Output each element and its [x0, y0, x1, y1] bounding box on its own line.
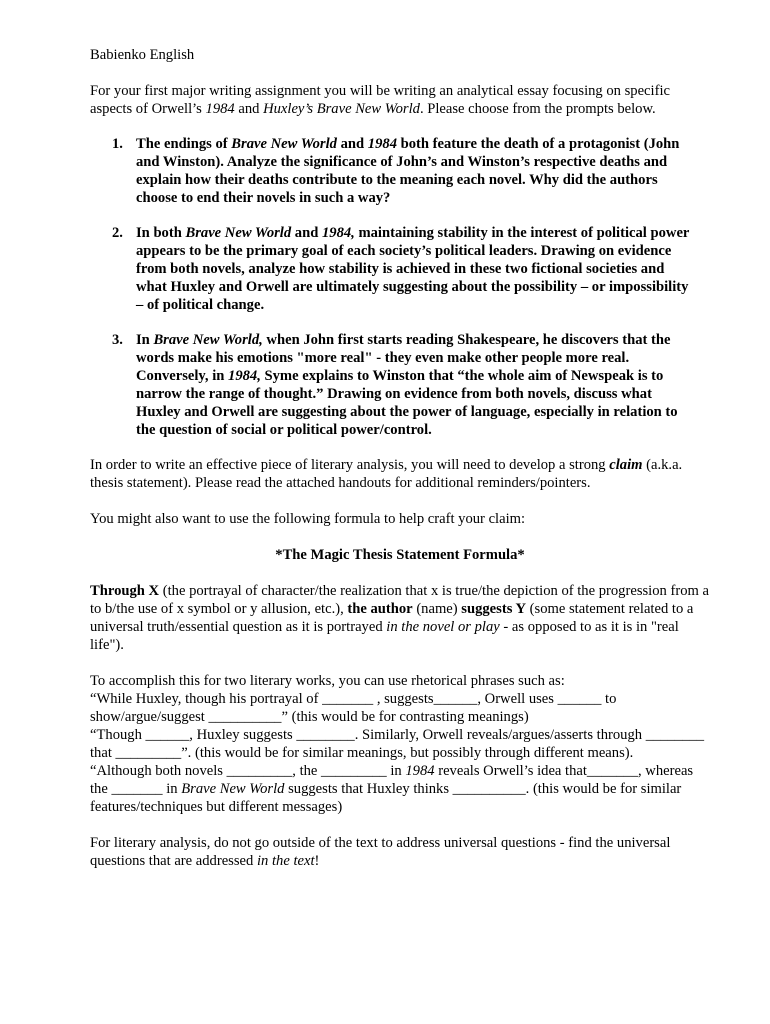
prompt-text: In both [136, 225, 186, 241]
formula-through-x: Through X [90, 583, 160, 599]
formula-intro: You might also want to use the following formula to help craft your claim: [90, 511, 526, 527]
claim-paragraph [90, 456, 710, 492]
phrase-text: reveals Orwell’s idea that_______, whereas the _______ in [90, 763, 694, 797]
phrase-features [90, 762, 710, 816]
prompt-number: 3. [112, 332, 123, 348]
phrase-title-bnw: Brave New World [181, 781, 285, 797]
intro-title-bnw: Huxley’s Brave New World [263, 101, 420, 117]
prompt-title: 1984, [228, 368, 261, 384]
phrase-title-1984: 1984 [405, 763, 435, 779]
formula-text-1: (the portrayal of character/the realization that x is true/the depiction of the progression from a to b/the use of x symbol or y allusion, etc.), [90, 583, 709, 617]
prompt-title: Brave New World [231, 136, 337, 152]
prompt-item-2 [90, 224, 710, 314]
prompt-title: Brave New World [185, 225, 292, 241]
phrase-contrast: “While Huxley, though his portrayal of _______ , suggests______, Orwell uses ______ to show/argue/suggest __________” (this would be for contrasting meanings) [90, 691, 617, 725]
formula-title: *The Magic Thesis Statement Formula* [275, 547, 525, 563]
phrases-paragraph [90, 672, 710, 816]
claim-text-2: (a.k.a. thesis statement). Please read the attached handouts for additional reminders/pointers. [90, 457, 683, 491]
formula-italic-novel: in the novel or play [386, 619, 500, 635]
prompt-text: both feature the death of a protagonist (John and Winston). Analyze the significance of John’s and Winston’s respective deaths and explain how their deaths contribute to the meaning each novel. Why did the authors choose to end their novels in such a way? [136, 136, 680, 206]
formula-text-2: (name) [412, 601, 462, 617]
document-header: Babienko English [90, 47, 195, 63]
closing-text-1: For literary analysis, do not go outside of the text to address universal questions - find the universal questions that are addressed [90, 835, 671, 869]
intro-text-3: . Please choose from the prompts below. [419, 101, 656, 117]
intro-paragraph [90, 82, 710, 118]
prompt-title: Brave New World, [153, 332, 263, 348]
phrase-text: suggests that Huxley thinks __________. (this would be for similar features/techniques but different messages) [90, 781, 682, 815]
prompt-text: when John first starts reading Shakespeare, he discovers that the words make his emotions "more real" - they even make other people more real. Conversely, in [136, 332, 671, 384]
claim-text-1: In order to write an effective piece of literary analysis, you will need to develop a strong [90, 457, 610, 473]
prompt-list [90, 135, 710, 439]
formula-the-author: the author [347, 601, 413, 617]
prompt-text: maintaining stability in the interest of political power appears to be the primary goal of each society’s political leaders. Drawing on evidence from both novels, analyze how stability is achieved in these two fictional societies and what Huxley and Orwell are ultimately suggesting about the possibility – or impossibility – of political change. [136, 225, 690, 313]
formula-paragraph [90, 582, 710, 654]
intro-title-1984: 1984 [205, 101, 235, 117]
prompt-text: The endings of [136, 136, 232, 152]
prompt-item-1 [90, 135, 710, 207]
intro-text-1: For your first major writing assignment you will be writing an analytical essay focusing on specific aspects of Orwell’s [90, 83, 670, 117]
prompt-text: and [336, 136, 368, 152]
phrase-similar: “Though ______, Huxley suggests ________. Similarly, Orwell reveals/argues/asserts through ________ that _________”. (this would be for similar meanings, but possibly through different means). [90, 727, 705, 761]
prompt-text: Syme explains to Winston that “the whole aim of Newspeak is to narrow the range of thought.” Drawing on evidence from both novels, discuss what Huxley and Orwell are suggesting about the power of language, especially in relation to the question of social or political power/control. [136, 368, 678, 438]
prompt-item-3 [90, 331, 710, 439]
formula-text-3: (some statement related to a universal truth/essential question as it is portrayed [90, 601, 694, 635]
phrases-intro: To accomplish this for two literary works, you can use rhetorical phrases such as: [90, 673, 565, 689]
phrase-text: “Although both novels _________, the _________ in [90, 763, 406, 779]
prompt-title: 1984, [321, 225, 355, 241]
prompt-title: 1984 [367, 136, 397, 152]
prompt-number: 2. [112, 225, 123, 241]
prompt-text: and [291, 225, 322, 241]
formula-suggests-y: suggests Y [461, 601, 527, 617]
closing-italic: in the text [256, 853, 315, 869]
intro-text-2: and [234, 101, 264, 117]
prompt-text: In [136, 332, 154, 348]
formula-text-4: - as opposed to as it is in "real life"). [90, 619, 679, 653]
closing-text-2: ! [314, 853, 320, 869]
prompt-number: 1. [112, 136, 123, 152]
claim-keyword: claim [609, 457, 643, 473]
closing-paragraph [90, 834, 710, 870]
